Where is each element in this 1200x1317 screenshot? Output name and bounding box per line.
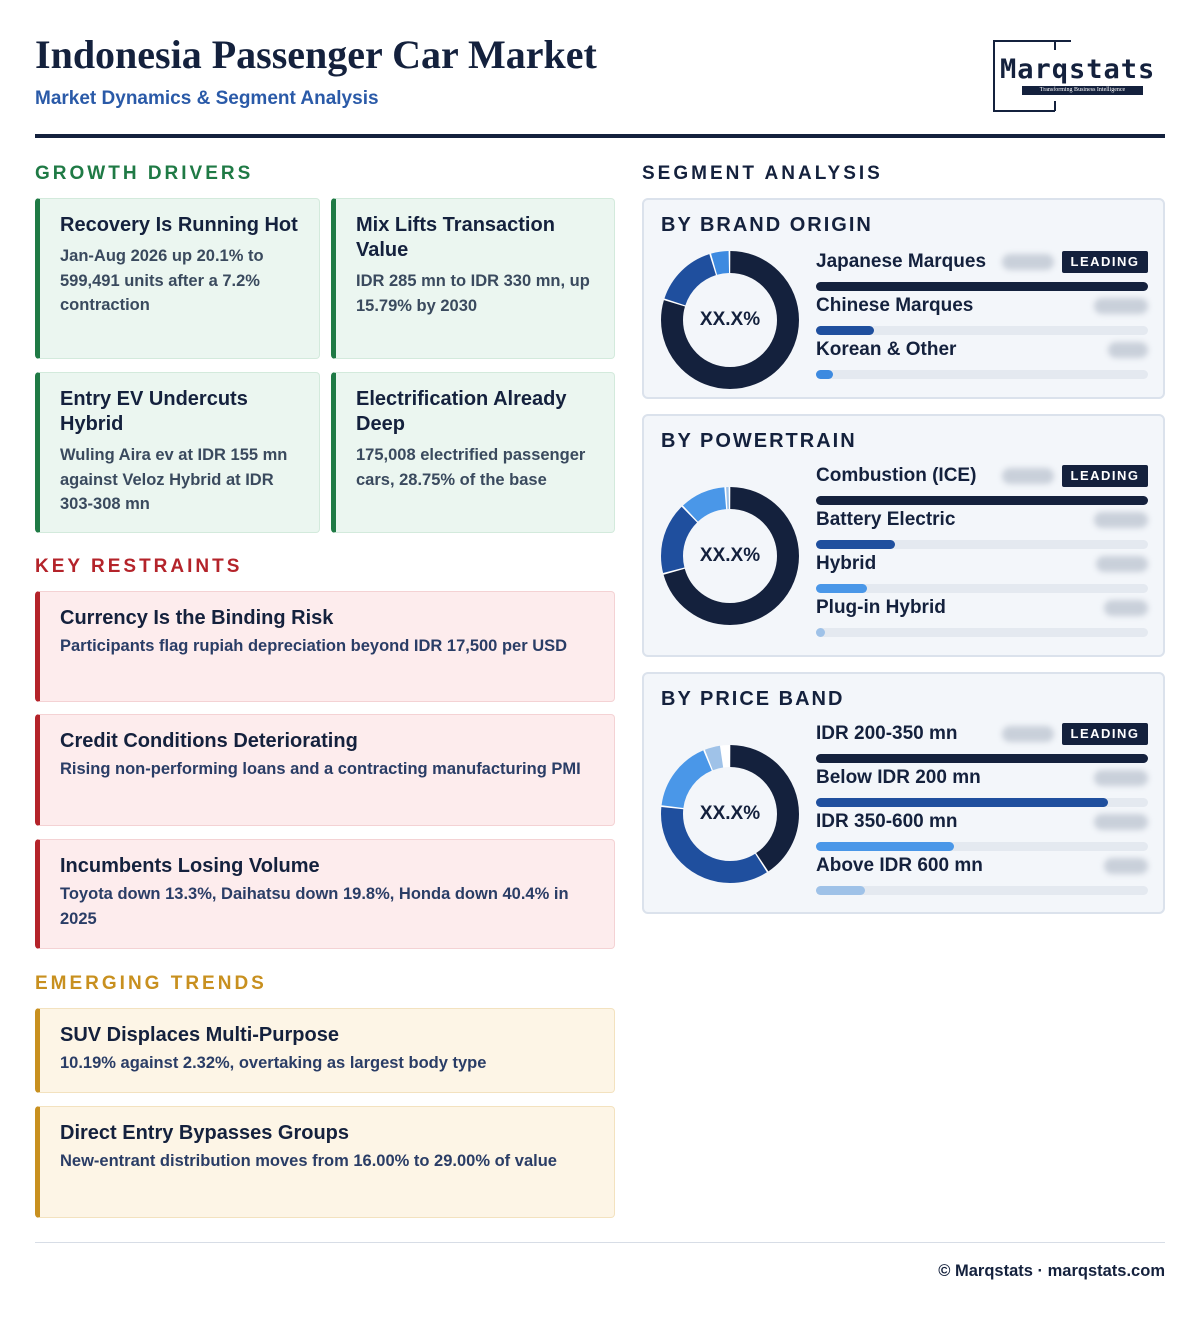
segment-heading: BY PRICE BAND	[661, 688, 845, 710]
segment-label: Korean & Other	[816, 339, 957, 360]
segment-bar-track	[816, 798, 1148, 807]
segment-panel-powertrain	[642, 414, 1165, 657]
trend-text: New-entrant distribution moves from 16.00% to 29.00% of value	[60, 1152, 557, 1170]
growth-drivers-heading: GROWTH DRIVERS	[35, 163, 254, 184]
restraint-text: Rising non-performing loans and a contracting manufacturing PMI	[60, 760, 581, 778]
segment-label: Japanese Marques	[816, 251, 987, 272]
segment-label: IDR 350-600 mn	[816, 811, 958, 832]
trend-card	[35, 1008, 615, 1093]
driver-title: Entry EV Undercuts Hybrid	[60, 388, 248, 435]
restraint-title: Incumbents Losing Volume	[60, 855, 320, 877]
segment-donut-chart	[660, 250, 800, 390]
segment-bar-track	[816, 370, 1148, 379]
segment-bar-fill	[816, 326, 874, 335]
segment-bar-track	[816, 540, 1148, 549]
segment-bar-fill	[816, 628, 825, 637]
redacted-value	[1108, 342, 1148, 358]
segment-label: Hybrid	[816, 553, 877, 574]
logo-tagline: Transforming Business Intelligence	[1022, 86, 1143, 95]
emerging-trends-heading: EMERGING TRENDS	[35, 973, 267, 994]
page-header	[35, 30, 1165, 138]
segment-analysis-heading: SEGMENT ANALYSIS	[642, 163, 883, 184]
segment-bar-track	[816, 326, 1148, 335]
segment-bar-fill	[816, 540, 895, 549]
leading-badge: LEADING	[1062, 251, 1148, 273]
segment-bar-fill	[816, 842, 954, 851]
restraint-text: Toyota down 13.3%, Daihatsu down 19.8%, Honda down 40.4% in 2025	[60, 885, 569, 928]
segment-donut-chart	[660, 744, 800, 884]
page-subtitle: Market Dynamics & Segment Analysis	[35, 88, 379, 109]
donut-center-label: XX.X%	[699, 803, 761, 824]
segment-row	[816, 294, 1148, 338]
driver-text: Jan-Aug 2026 up 20.1% to 599,491 units after a 7.2% contraction	[60, 247, 264, 314]
segment-row	[816, 722, 1148, 766]
segment-bar-track	[816, 754, 1148, 763]
footer-credit: © Marqstats · marqstats.com	[938, 1262, 1165, 1280]
driver-title: Mix Lifts Transaction Value	[356, 214, 555, 261]
segment-label: Chinese Marques	[816, 295, 974, 316]
driver-card	[35, 198, 320, 359]
redacted-value	[1094, 512, 1148, 528]
segment-bar-fill	[816, 282, 1148, 291]
trend-card	[35, 1106, 615, 1218]
segment-row	[816, 766, 1148, 810]
redacted-value	[1002, 254, 1054, 270]
segment-bar-track	[816, 842, 1148, 851]
redacted-value	[1094, 814, 1148, 830]
segment-label: Plug-in Hybrid	[816, 597, 946, 618]
segment-row	[816, 552, 1148, 596]
segment-bar-fill	[816, 886, 865, 895]
driver-card	[35, 372, 320, 533]
segment-row	[816, 250, 1148, 294]
driver-title: Recovery Is Running Hot	[60, 214, 298, 236]
segment-bar-track	[816, 496, 1148, 505]
segment-bar-fill	[816, 496, 1148, 505]
page-title: Indonesia Passenger Car Market	[35, 32, 597, 77]
driver-text: 175,008 electrified passenger cars, 28.75% of the base	[356, 446, 586, 489]
redacted-value	[1096, 556, 1148, 572]
redacted-value	[1104, 858, 1148, 874]
segment-row	[816, 596, 1148, 640]
segment-bar-track	[816, 886, 1148, 895]
segment-heading: BY POWERTRAIN	[661, 430, 857, 452]
segment-bar-track	[816, 628, 1148, 637]
redacted-value	[1094, 770, 1148, 786]
leading-badge: LEADING	[1062, 465, 1148, 487]
trend-title: Direct Entry Bypasses Groups	[60, 1122, 349, 1144]
key-restraints-heading: KEY RESTRAINTS	[35, 556, 243, 577]
redacted-value	[1002, 726, 1054, 742]
trend-text: 10.19% against 2.32%, overtaking as largest body type	[60, 1054, 487, 1072]
segment-panel-brand-origin	[642, 198, 1165, 399]
restraint-title: Credit Conditions Deteriorating	[60, 730, 358, 752]
driver-text: Wuling Aira ev at IDR 155 mn against Veloz Hybrid at IDR 303-308 mn	[60, 446, 288, 513]
donut-center-label: XX.X%	[699, 309, 761, 330]
segment-row	[816, 854, 1148, 898]
restraint-text: Participants flag rupiah depreciation beyond IDR 17,500 per USD	[60, 637, 568, 655]
trend-title: SUV Displaces Multi-Purpose	[60, 1024, 339, 1046]
segment-heading: BY BRAND ORIGIN	[661, 214, 873, 236]
segment-bar-track	[816, 584, 1148, 593]
driver-text: IDR 285 mn to IDR 330 mn, up 15.79% by 2030	[356, 272, 590, 315]
restraint-title: Currency Is the Binding Risk	[60, 607, 334, 629]
segment-label: Battery Electric	[816, 509, 956, 530]
redacted-value	[1002, 468, 1054, 484]
logo-wordmark: Marqstats	[1000, 54, 1156, 85]
restraint-card	[35, 714, 615, 826]
driver-title: Electrification Already Deep	[356, 388, 567, 435]
driver-card	[331, 372, 615, 533]
segment-row	[816, 810, 1148, 854]
segment-label: Below IDR 200 mn	[816, 767, 981, 788]
restraint-card	[35, 839, 615, 949]
segment-bar-fill	[816, 370, 833, 379]
segment-label: IDR 200-350 mn	[816, 723, 958, 744]
segment-label: Combustion (ICE)	[816, 465, 977, 486]
restraint-card	[35, 591, 615, 702]
marqstats-logo	[993, 40, 1165, 112]
segment-panel-price-band	[642, 672, 1165, 914]
redacted-value	[1104, 600, 1148, 616]
donut-center-label: XX.X%	[699, 545, 761, 566]
segment-row	[816, 338, 1148, 382]
driver-card	[331, 198, 615, 359]
segment-bar-fill	[816, 754, 1148, 763]
leading-badge: LEADING	[1062, 723, 1148, 745]
segment-label: Above IDR 600 mn	[816, 855, 983, 876]
segment-donut-chart	[660, 486, 800, 626]
redacted-value	[1094, 298, 1148, 314]
segment-row	[816, 508, 1148, 552]
segment-bar-fill	[816, 798, 1108, 807]
footer-divider	[35, 1242, 1165, 1243]
segment-bar-fill	[816, 584, 867, 593]
segment-row	[816, 464, 1148, 508]
segment-bar-track	[816, 282, 1148, 291]
